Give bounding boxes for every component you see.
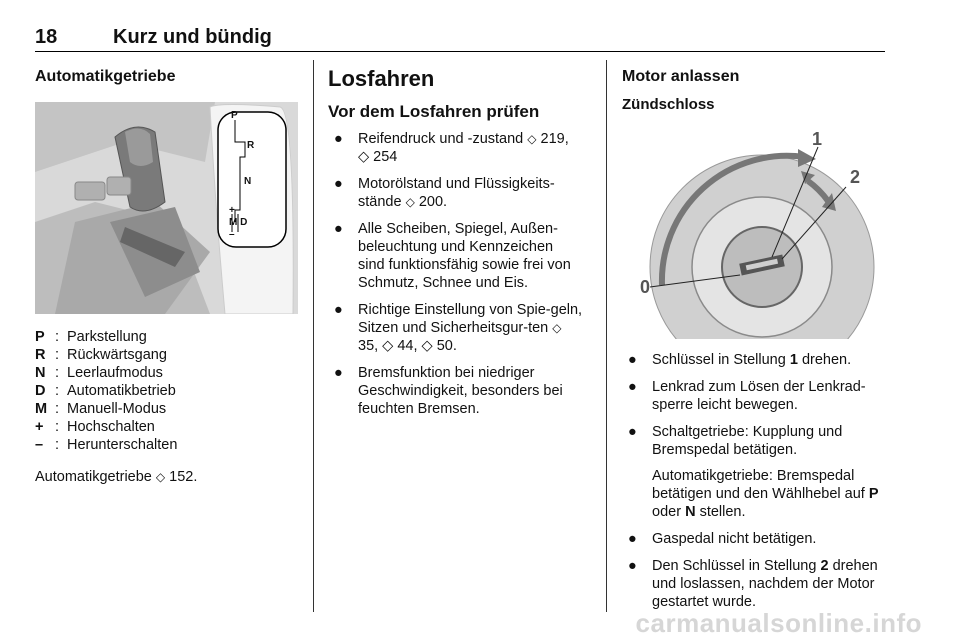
list-item: ● Gaspedal nicht betätigen. [628,531,817,547]
gear-label-p: P [231,110,238,121]
bullet-icon: ● [628,531,637,547]
list-item: ● Motorölstand und Flüssigkeits-stände ◇ 200. [334,176,555,210]
gear-legend [35,328,300,454]
page-number: 18 [35,26,58,48]
list-item: ● Den Schlüssel in Stellung 2 drehen und loslassen, nachdem der Motor gestartet wurde. [628,558,878,610]
section-subtitle: Vor dem Losfahren prüfen [328,102,540,121]
list-item: ● Alle Scheiben, Spiegel, Außen-beleuchtung und Kennzeichen sind funktionsfähig sowie frei von Schmutz, Schnee und Eis. [334,221,571,291]
reference-line: Automatikgetriebe ◇ 152. [35,469,198,485]
list-item: ● Bremsfunktion bei niedriger Geschwindigkeit, besonders bei feuchten Bremsen. [334,365,563,417]
gear-label-plus: + [229,205,235,216]
start-steps-list [622,351,887,611]
bullet-icon: ● [628,424,637,440]
check-list [328,130,583,418]
position-label-0: 0 [640,277,651,297]
watermark: carmanualsonline.info [635,608,922,638]
sub-paragraph: Automatikgetriebe: Bremspedal betätigen und den Wählhebel auf P oder N stellen. [652,468,879,520]
ref-arrow-icon: ◇ [552,321,562,335]
ignition-switch-figure [622,127,884,339]
list-item: ● Reifendruck und -zustand ◇ 219, ◇ 254 [334,131,569,165]
list-item: ● Schaltgetriebe: Kupplung und Bremspedal betätigen. Automatikgetriebe: Bremspedal betätigen und den Wählhebel auf P oder N stellen. [622,423,887,521]
position-label-1: 1 [812,129,823,149]
ref-arrow-icon: ◇ [155,470,166,484]
ref-arrow-icon: ◇ [405,195,415,209]
column-divider [313,60,314,612]
section-title: Motor anlassen [622,68,740,85]
bullet-icon: ● [334,365,343,381]
position-label-2: 2 [850,167,861,187]
column-automatic-transmission [35,60,300,486]
gear-label-n: N [244,176,252,187]
section-subtitle: Zündschloss [622,96,715,113]
list-item: ● Schlüssel in Stellung 1 drehen. [628,352,852,368]
legend-row: P : Parkstellung [35,329,147,345]
legend-row: R : Rückwärtsgang [35,347,167,363]
legend-row: + : Hochschalten [35,419,155,435]
legend-row: D : Automatikbetrieb [35,383,176,399]
bullet-icon: ● [628,379,637,395]
bullet-icon: ● [334,131,343,147]
bullet-icon: ● [334,221,343,237]
column-driving-off [328,60,583,427]
legend-row: – : Herunterschalten [35,437,178,453]
page-title: Kurz und bündig [113,26,272,48]
list-item: ● Richtige Einstellung von Spie-geln, Sitzen und Sicherheitsgur-ten ◇ 35, ◇ 44, ◇ 50. [334,302,583,354]
section-title: Losfahren [328,66,435,91]
ref-arrow-icon: ◇ [527,132,537,146]
page-header [35,26,885,52]
gear-selector-figure [35,102,298,314]
bullet-icon: ● [628,558,637,574]
bullet-icon: ● [334,302,343,318]
gear-label-md: M D [229,217,248,228]
column-engine-start [622,60,887,620]
column-divider [606,60,607,612]
list-item: ● Lenkrad zum Lösen der Lenkrad-sperre leicht bewegen. [628,379,866,413]
bullet-icon: ● [334,176,343,192]
gear-label-r: R [247,140,255,151]
section-title: Automatikgetriebe [35,68,176,85]
bullet-icon: ● [628,352,637,368]
gear-label-minus: – [229,229,235,240]
legend-row: M : Manuell-Modus [35,401,167,417]
legend-row: N : Leerlaufmodus [35,365,163,381]
